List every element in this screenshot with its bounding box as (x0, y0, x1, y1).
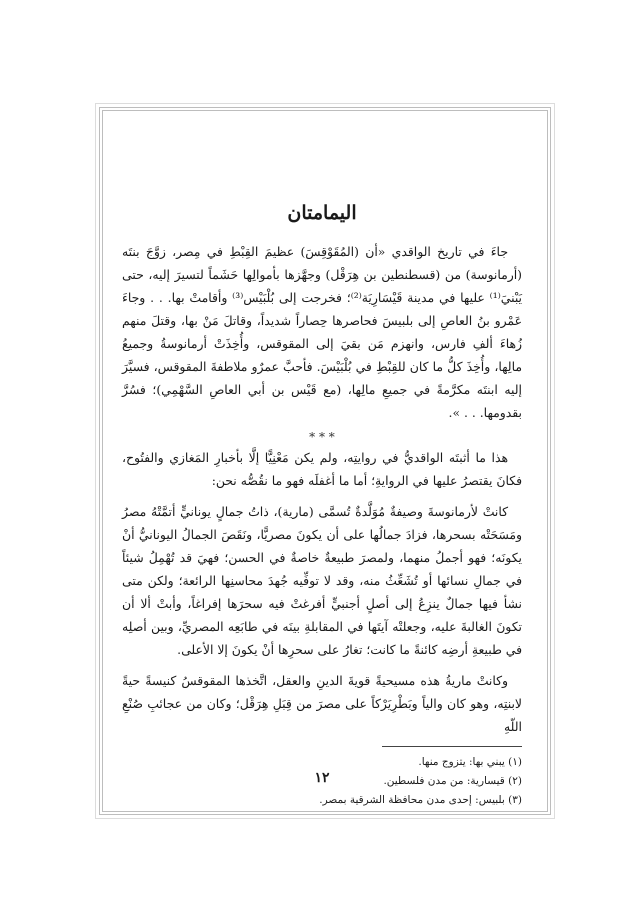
footnote-1: (١) يبني بها: يتزوج منها. (418, 756, 522, 768)
footnote-3: (٣) بلبيس: إحدى مدن محافظة الشرقية بمصر. (319, 794, 522, 806)
page-number: ١٢ (314, 770, 330, 786)
footnote-rule (382, 746, 522, 747)
paragraph-1: هذا ما أثبتَه الواقديُّ في روايتِه، ولم يكن مَعْنِيًّا إلَّا بأخبارِ المَغازي والفتُوح، فكانَ يقتصرُ عليها في الروايةِ؛ أما ما أغفلَه فهو ما نقُصُّه نحن: (122, 450, 522, 488)
footnote-2: (٢) قيسارية: من مدن فلسطين. (383, 775, 522, 787)
paragraph-3: وكانتْ ماريةُ هذه مسيحيةً قويةَ الدينِ والعقل، اتَّخذها المقوقسُ كنيسةً حيةً لابنتِه، وهو كان والياً وبَطْرِيَرْكاً على مصرَ من قِبَلِ هِرَقْل؛ وكان من عجائبِ صُنْعِ اللّهِ (122, 673, 522, 734)
chapter-title: اليمامتان (287, 202, 357, 224)
book-page (122, 148, 523, 806)
paragraph-2: كانتْ لأرمانوسةَ وصيفةٌ مُوَلَّدةٌ تُسمَّى (مارية)، ذاتُ جمالٍ يونانيٍّ أتمَّتْهُ مصرُ ومَسَحَتْه بسحرها، فزادَ جمالُها على أن يكونَ مصريًّا، ونَقَصَ الجمالُ اليونانيُّ أنْ يكونَه؛ فهو أجملُ منهما، ولمصرَ طبيعةٌ خاصةٌ في الحسن؛ فهيَ قد تُهْمِلُ شيئاً في جمالِ نسائها أو تُشَعِّثُ منه، وقد لا توفِّيه جُهدَ محاسنِها الرائعة؛ ولكن متى نشأ فيها جمالٌ ينزِعُ إلى أصلٍ أجنبيٍّ أفرغتْ فيه سحرَها إفراغاً، وأبتْ ألا أن تكونَ الغالبةَ عليه، وجعلتْه آيتَها في المقابلةِ بينَه في طابَعِه المصريِّ، وبين أصلِه في طبيعةِ أرضِه كائنةً ما كانت؛ تغارُ على سحرِها أنْ يكونَ إلا الأعلى. (122, 504, 522, 657)
paragraph-quote: جاءَ في تاريخ الواقدي «أن (المُقَوْقِسَ) عظيمَ القِبْطِ في مِصر، زوَّجَ بنتَه (أرمانوسة) من (قسطنطين بن هِرَقْل) وجهَّزها بأموالِها حَشَماً لتسيرَ إليه، حتى يَبْنيَ⁽¹⁾ عليها في مدينة قَيْسَارِيَة⁽²⁾؛ فخرجت إلى بُلْبَيْس⁽³⁾ وأقامتْ بها. . . وجاءَ عَمْرو بنُ العاصِ إلى بلبيسَ فحاصرها حِصاراً شديداً، وقاتلَ مَنْ بها، وقتلَ منهم زُهاءَ ألفِ فارس، وانهزم مَن بقيَ إلى المقوقس، وأُخِذَتْ أرمانوسةُ وجميعُ مالِها، وأُخِذَ كلُّ ما كان للقِبْطِ في بُلْبَيْسَ. فأحبَّ عمرٌو ملاطفةَ المقوقس، فسيَّرَ إليه ابنتَه مكرَّمةً في جميعِ مالِها، (مع قَيْس بن أبي العاصِ السَّهْمِي)؛ فسُرَّ بقدومها. . . ». (122, 244, 523, 420)
section-separator: * * * (309, 430, 335, 444)
